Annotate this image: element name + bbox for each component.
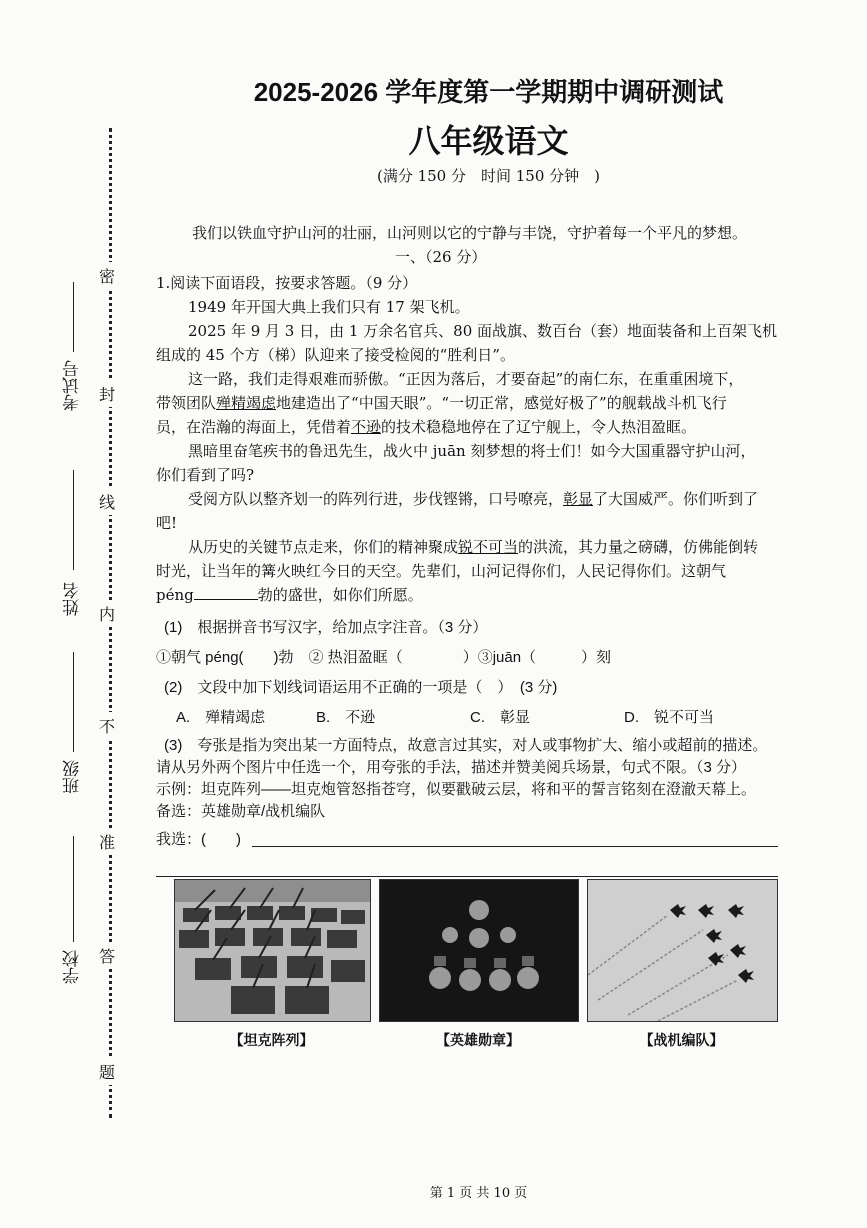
image-caption: 【坦克阵列】: [229, 1032, 314, 1048]
passage-line: 组成的 45 个方（梯）队迎来了接受检阅的“胜利日”。: [156, 346, 515, 364]
passage-line: 吧!: [156, 514, 178, 532]
class-label: 班级: [63, 760, 83, 794]
seal-word: 不: [96, 712, 118, 739]
passage-line: [156, 415, 696, 439]
passage-text: 受阅方队以整齐划一的阵列行进，步伐铿锵，口号嘹亮，: [188, 490, 564, 508]
passage-text: 从历史的关键节点走来，你们的精神聚成: [188, 538, 459, 556]
passage-text: 地建造出了“中国天眼”。“一切正常，感觉好极了”的舰载战斗机飞行: [276, 394, 727, 412]
fill-blank[interactable]: [194, 585, 258, 600]
seal-word: 答: [96, 942, 118, 969]
sub-question-3-detail: 请从另外两个图片中任选一个，用夸张的手法，描述并赞美阅兵场景，句式不限。（3 分）: [156, 759, 747, 776]
underlined-word: 殚精竭虑: [216, 394, 277, 412]
passage-text: 的技术稳稳地停在了辽宁舰上，令人热泪盈眶。: [381, 418, 697, 436]
passage-text: 了大国威严。你们听到了: [593, 490, 759, 508]
school-line[interactable]: [73, 836, 74, 942]
seal-word: 密: [96, 262, 118, 289]
example-sentence: 示例：坦克阵列——坦克炮管怒指苍穹，似要戳破云层，将和平的誓言铭刻在澄澈天幕上。: [156, 781, 757, 798]
options-note: 备选：英雄勋章/战机编队: [156, 803, 326, 820]
sub-question-1: (1) 根据拼音书写汉字，给加点字注音。（3 分）: [164, 619, 488, 636]
seal-word: 题: [96, 1058, 118, 1085]
exam-title: 2025-2026 学年度第一学期期中调研测试: [253, 77, 724, 107]
passage-text: 带领团队: [156, 394, 217, 412]
passage-line: 你们看到了吗?: [156, 466, 255, 484]
fighter-formation-image: [587, 879, 778, 1022]
seal-word: 准: [96, 828, 118, 855]
seal-word: 内: [96, 600, 118, 627]
motto: 我们以铁血守护山河的壮丽，山河则以它的宁静与丰饶，守护着每一个平凡的梦想。: [192, 224, 748, 242]
passage-line: [156, 391, 727, 415]
answer-line[interactable]: [156, 876, 778, 877]
underlined-word: 彰显: [563, 490, 594, 508]
passage-text: 的洪流，其力量之磅礴，仿佛能倒转: [518, 538, 759, 556]
sub-question-2: (2) 文段中加下划线词语运用不正确的一项是（ ） (3 分): [164, 679, 558, 696]
hero-medals-image: [379, 879, 579, 1022]
page-number: 第 1 页 共 10 页: [429, 1186, 528, 1201]
passage-text: péng: [156, 586, 194, 604]
option-d[interactable]: D. 锐不可当: [624, 709, 715, 726]
passage-text: 勃的盛世，如你们所愿。: [257, 586, 423, 604]
section-title: 一、（26 分）: [395, 248, 487, 266]
underlined-word: 锐不可当: [458, 538, 519, 556]
passage-line: 这一路，我们走得艰难而骄傲。“正因为落后，才要奋起”的南仁东，在重重困境下，: [188, 370, 744, 388]
passage-line: 时光，让当年的篝火映红今日的天空。先辈们，山河记得你们，人民记得你们。这朝气: [156, 562, 727, 580]
exam-number-label: 考试号: [63, 360, 83, 411]
answer-line[interactable]: [252, 846, 778, 847]
sub-question-1-items[interactable]: ①朝气 péng( )勃 ② 热泪盈眶（ ）③juān（ ）刻: [156, 649, 612, 666]
passage-line: 2025 年 9 月 3 日，由 1 万余名官兵、80 面战旗、数百台（套）地面装备和上百架飞机: [188, 322, 778, 340]
option-a[interactable]: A. 殚精竭虑: [176, 709, 266, 726]
question-prompt: 1.阅读下面语段，按要求答题。（9 分）: [156, 274, 418, 292]
option-c[interactable]: C. 彰显: [470, 709, 531, 726]
exam-number-line[interactable]: [73, 282, 74, 352]
class-line[interactable]: [73, 652, 74, 752]
subject-title: 八年级语文: [408, 123, 569, 159]
school-label: 学校: [63, 950, 83, 984]
choose-label: 我选：( ): [156, 831, 241, 848]
name-label: 姓名: [63, 582, 83, 616]
seal-word: 线: [96, 488, 118, 515]
passage-text: 员，在浩瀚的海面上，凭借着: [156, 418, 352, 436]
option-b[interactable]: B. 不逊: [316, 709, 376, 726]
tank-formation-image: [174, 879, 371, 1022]
name-line[interactable]: [73, 470, 74, 570]
image-caption: 【战机编队】: [639, 1032, 724, 1048]
exam-info: (满分 150 分 时间 150 分钟 ): [376, 167, 601, 185]
passage-line: 1949 年开国大典上我们只有 17 架飞机。: [188, 298, 470, 316]
passage-line: [188, 535, 758, 559]
passage-line: 黑暗里奋笔疾书的鲁迅先生，战火中 juān 刻梦想的将士们！如今大国重器守护山河，: [188, 442, 756, 460]
underlined-word: 不逊: [351, 418, 382, 436]
seal-word: 封: [96, 380, 118, 407]
image-caption: 【英雄勋章】: [436, 1032, 520, 1048]
passage-line: [156, 583, 423, 607]
sub-question-3: (3) 夸张是指为突出某一方面特点，故意言过其实，对人或事物扩大、缩小或超前的描述。: [164, 737, 768, 754]
passage-line: [188, 487, 758, 511]
